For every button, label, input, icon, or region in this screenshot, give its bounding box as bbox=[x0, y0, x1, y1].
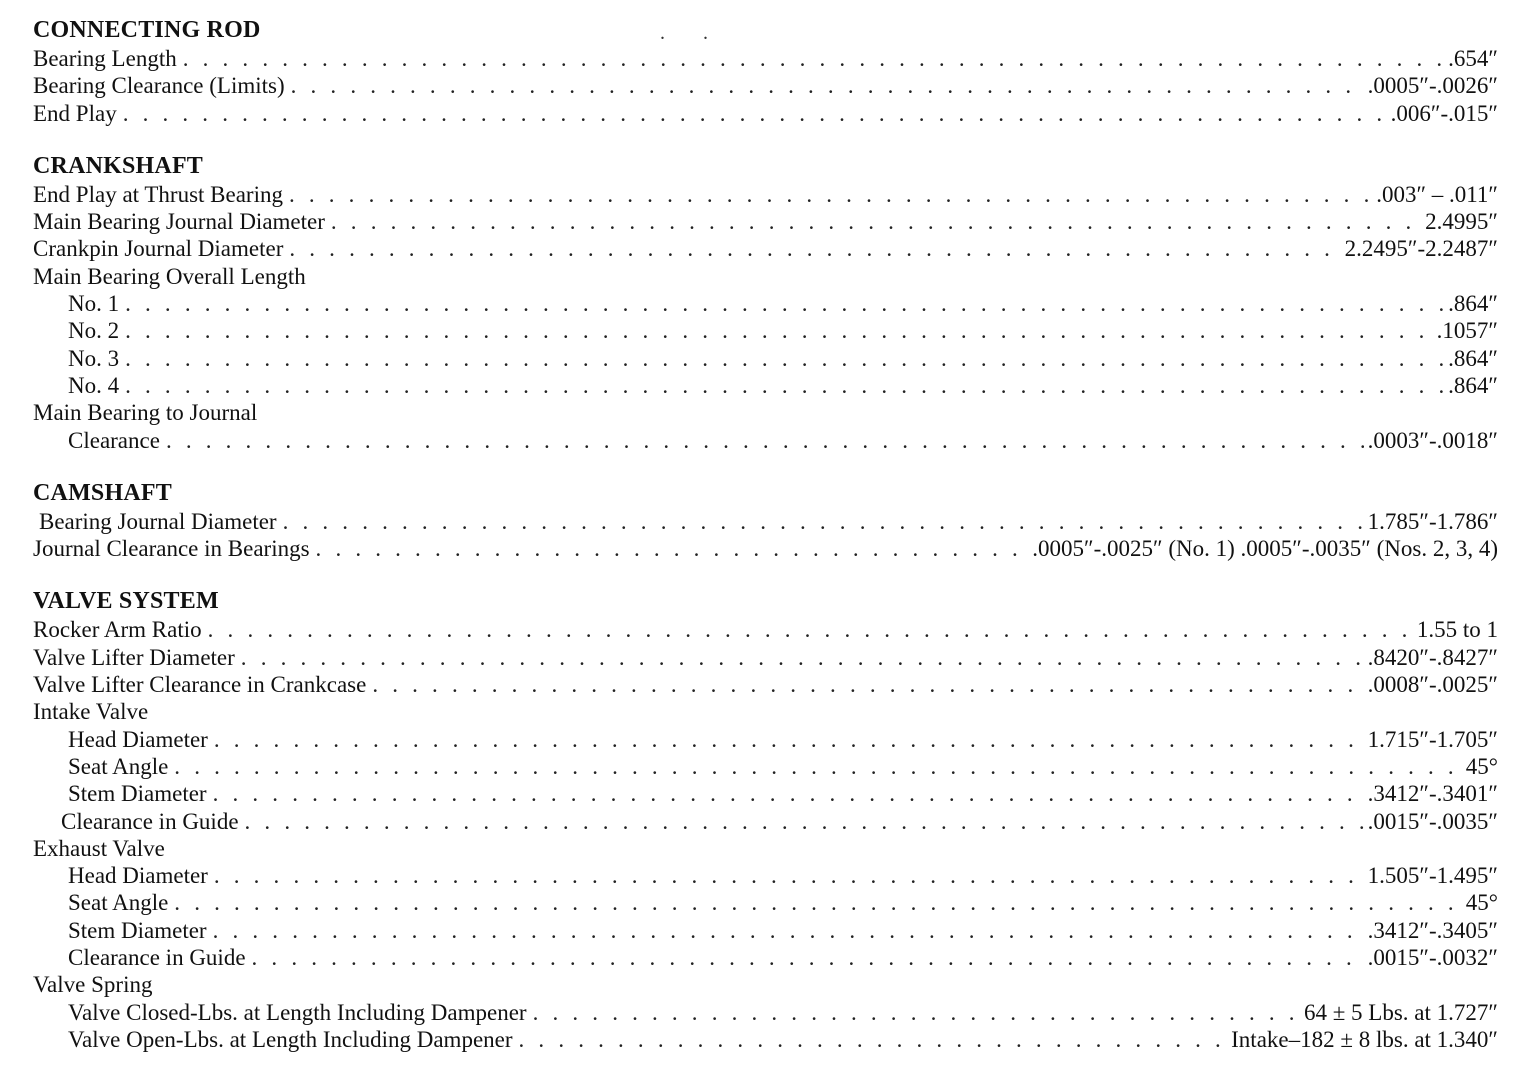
spec-label: Bearing Journal Diameter bbox=[39, 508, 277, 534]
spec-label: No. 4 bbox=[68, 372, 120, 398]
spec-value: .3412″-.3405″ bbox=[1367, 917, 1498, 943]
spec-row bbox=[33, 726, 1498, 753]
dot-leader bbox=[174, 889, 1462, 916]
spec-label: Valve Open-Lbs. at Length Including Dampener bbox=[68, 1026, 513, 1052]
dot-leader bbox=[291, 72, 1364, 99]
spec-row bbox=[33, 290, 1498, 317]
spec-value: .006″-.015″ bbox=[1390, 100, 1498, 126]
spec-value: 45° bbox=[1465, 890, 1498, 916]
spec-subheading-row bbox=[33, 835, 1498, 862]
spec-row bbox=[33, 616, 1498, 643]
spec-row bbox=[33, 1026, 1498, 1053]
spec-subheading: Main Bearing Overall Length bbox=[33, 263, 306, 289]
spec-row bbox=[33, 100, 1498, 127]
dot-leader bbox=[174, 753, 1462, 780]
dot-leader bbox=[213, 780, 1364, 807]
spec-value: Intake–182 ± 8 lbs. at 1.340″ bbox=[1231, 1026, 1498, 1052]
dot-leader bbox=[208, 616, 1413, 643]
dot-leader bbox=[123, 100, 1387, 127]
dot-leader bbox=[245, 808, 1364, 835]
section-heading: VALVE SYSTEM bbox=[33, 588, 219, 615]
section-camshaft bbox=[33, 478, 1498, 563]
dot-leader bbox=[316, 535, 1029, 562]
spec-label: Seat Angle bbox=[68, 753, 169, 779]
spec-row bbox=[33, 427, 1498, 454]
spec-label: No. 1 bbox=[68, 291, 120, 317]
spec-value: 64 ± 5 Lbs. at 1.727″ bbox=[1303, 999, 1498, 1025]
spec-value: .0008″-.0025″ bbox=[1367, 672, 1498, 698]
spec-subheading-row bbox=[33, 971, 1498, 998]
spec-label: Stem Diameter bbox=[68, 917, 207, 943]
dot-leader bbox=[213, 917, 1364, 944]
spec-label: Journal Clearance in Bearings bbox=[33, 536, 310, 562]
spec-row bbox=[33, 345, 1498, 372]
dot-leader bbox=[125, 317, 1433, 344]
dot-leader bbox=[533, 999, 1300, 1026]
spec-value: .654″ bbox=[1448, 46, 1498, 71]
spec-subheading-row bbox=[33, 698, 1498, 725]
section-heading: CONNECTING ROD bbox=[33, 17, 261, 43]
spec-row bbox=[33, 235, 1498, 262]
dot-leader bbox=[183, 45, 1444, 72]
spec-row bbox=[33, 181, 1498, 208]
dot-leader bbox=[241, 644, 1364, 671]
spec-row bbox=[33, 944, 1498, 971]
spec-row bbox=[33, 535, 1498, 562]
spec-value: .003″ – .011″ bbox=[1376, 181, 1498, 207]
spec-value: 45° bbox=[1465, 753, 1498, 779]
spec-subheading-row bbox=[33, 399, 1498, 426]
spec-subheading: Valve Spring bbox=[33, 972, 153, 998]
spec-value: .0005″-.0025″ (No. 1) .0005″-.0035″ (Nos. 2, 3, 4) bbox=[1032, 536, 1498, 562]
spec-label: Seat Angle bbox=[68, 890, 169, 916]
spec-subheading: Intake Valve bbox=[33, 699, 149, 725]
dot-leader bbox=[289, 181, 1372, 208]
dot-leader bbox=[125, 290, 1444, 317]
spec-value: .0015″-.0032″ bbox=[1367, 945, 1498, 971]
spec-row bbox=[33, 372, 1498, 399]
spec-value: 1.715″-1.705″ bbox=[1367, 726, 1498, 752]
section-valve-system bbox=[33, 586, 1498, 1053]
spec-label: Bearing Clearance (Limits) bbox=[33, 73, 285, 99]
dot-leader bbox=[519, 1026, 1228, 1053]
spec-sheet bbox=[33, 15, 1498, 1077]
section-heading: CRANKSHAFT bbox=[33, 152, 204, 179]
spec-row bbox=[33, 671, 1498, 698]
spec-row bbox=[33, 208, 1498, 235]
spec-label: Valve Lifter Diameter bbox=[33, 644, 235, 670]
spec-label: Bearing Length bbox=[33, 46, 177, 71]
spec-value: .0015″-.0035″ bbox=[1367, 808, 1498, 834]
spec-value: .0003″-.0018″ bbox=[1367, 427, 1498, 453]
spec-value: 1.505″-1.495″ bbox=[1367, 863, 1498, 889]
spec-row bbox=[33, 317, 1498, 344]
spec-label: Rocker Arm Ratio bbox=[33, 617, 202, 643]
spec-label: No. 3 bbox=[68, 345, 120, 371]
spec-row bbox=[33, 45, 1498, 72]
spec-row bbox=[33, 808, 1498, 835]
spec-label: Head Diameter bbox=[68, 863, 208, 889]
spec-label: Head Diameter bbox=[68, 726, 208, 752]
spec-label: No. 2 bbox=[68, 318, 120, 344]
spec-value: 2.4995″ bbox=[1425, 209, 1498, 235]
dot-leader bbox=[125, 345, 1444, 372]
spec-label: Clearance bbox=[68, 427, 160, 453]
dot-leader bbox=[214, 726, 1364, 753]
spec-row bbox=[33, 889, 1498, 916]
spec-subheading: Main Bearing to Journal bbox=[33, 400, 258, 426]
spec-row bbox=[33, 999, 1498, 1026]
spec-row bbox=[33, 780, 1498, 807]
spec-row bbox=[33, 72, 1498, 99]
section-heading: CAMSHAFT bbox=[33, 479, 172, 506]
dot-leader bbox=[283, 508, 1364, 535]
spec-value: 1.55 to 1 bbox=[1416, 617, 1498, 643]
spec-label: Main Bearing Journal Diameter bbox=[33, 209, 325, 235]
section-connecting-rod bbox=[33, 15, 1498, 127]
spec-row bbox=[33, 753, 1498, 780]
spec-label: Stem Diameter bbox=[68, 781, 207, 807]
spec-label: Clearance in Guide bbox=[68, 945, 246, 971]
spec-row bbox=[33, 508, 1498, 535]
spec-label: Crankpin Journal Diameter bbox=[33, 236, 284, 262]
dot-leader bbox=[214, 862, 1364, 889]
stray-scan-marks: .. bbox=[660, 22, 746, 44]
spec-row bbox=[33, 862, 1498, 889]
spec-label: End Play at Thrust Bearing bbox=[33, 181, 283, 207]
spec-label: Clearance in Guide bbox=[61, 808, 239, 834]
spec-row bbox=[33, 917, 1498, 944]
spec-value: 2.2495″-2.2487″ bbox=[1344, 236, 1498, 262]
spec-value: .1057″ bbox=[1436, 318, 1498, 344]
spec-value: 1.785″-1.786″ bbox=[1367, 508, 1498, 534]
spec-label: Valve Closed-Lbs. at Length Including Dampener bbox=[68, 999, 527, 1025]
dot-leader bbox=[331, 208, 1421, 235]
spec-value: .0005″-.0026″ bbox=[1367, 73, 1498, 99]
dot-leader bbox=[289, 235, 1340, 262]
dot-leader bbox=[252, 944, 1364, 971]
spec-value: .864″ bbox=[1448, 372, 1498, 398]
spec-value: .864″ bbox=[1448, 345, 1498, 371]
dot-leader bbox=[125, 372, 1444, 399]
spec-label: End Play bbox=[33, 100, 117, 126]
dot-leader bbox=[372, 671, 1363, 698]
spec-value: .3412″-.3401″ bbox=[1367, 781, 1498, 807]
spec-value: .8420″-.8427″ bbox=[1367, 644, 1498, 670]
spec-label: Valve Lifter Clearance in Crankcase bbox=[33, 672, 367, 698]
spec-row bbox=[33, 644, 1498, 671]
spec-subheading-row bbox=[33, 263, 1498, 290]
section-crankshaft bbox=[33, 151, 1498, 454]
spec-value: .864″ bbox=[1448, 291, 1498, 317]
spec-subheading: Exhaust Valve bbox=[33, 835, 165, 861]
dot-leader bbox=[166, 427, 1364, 454]
